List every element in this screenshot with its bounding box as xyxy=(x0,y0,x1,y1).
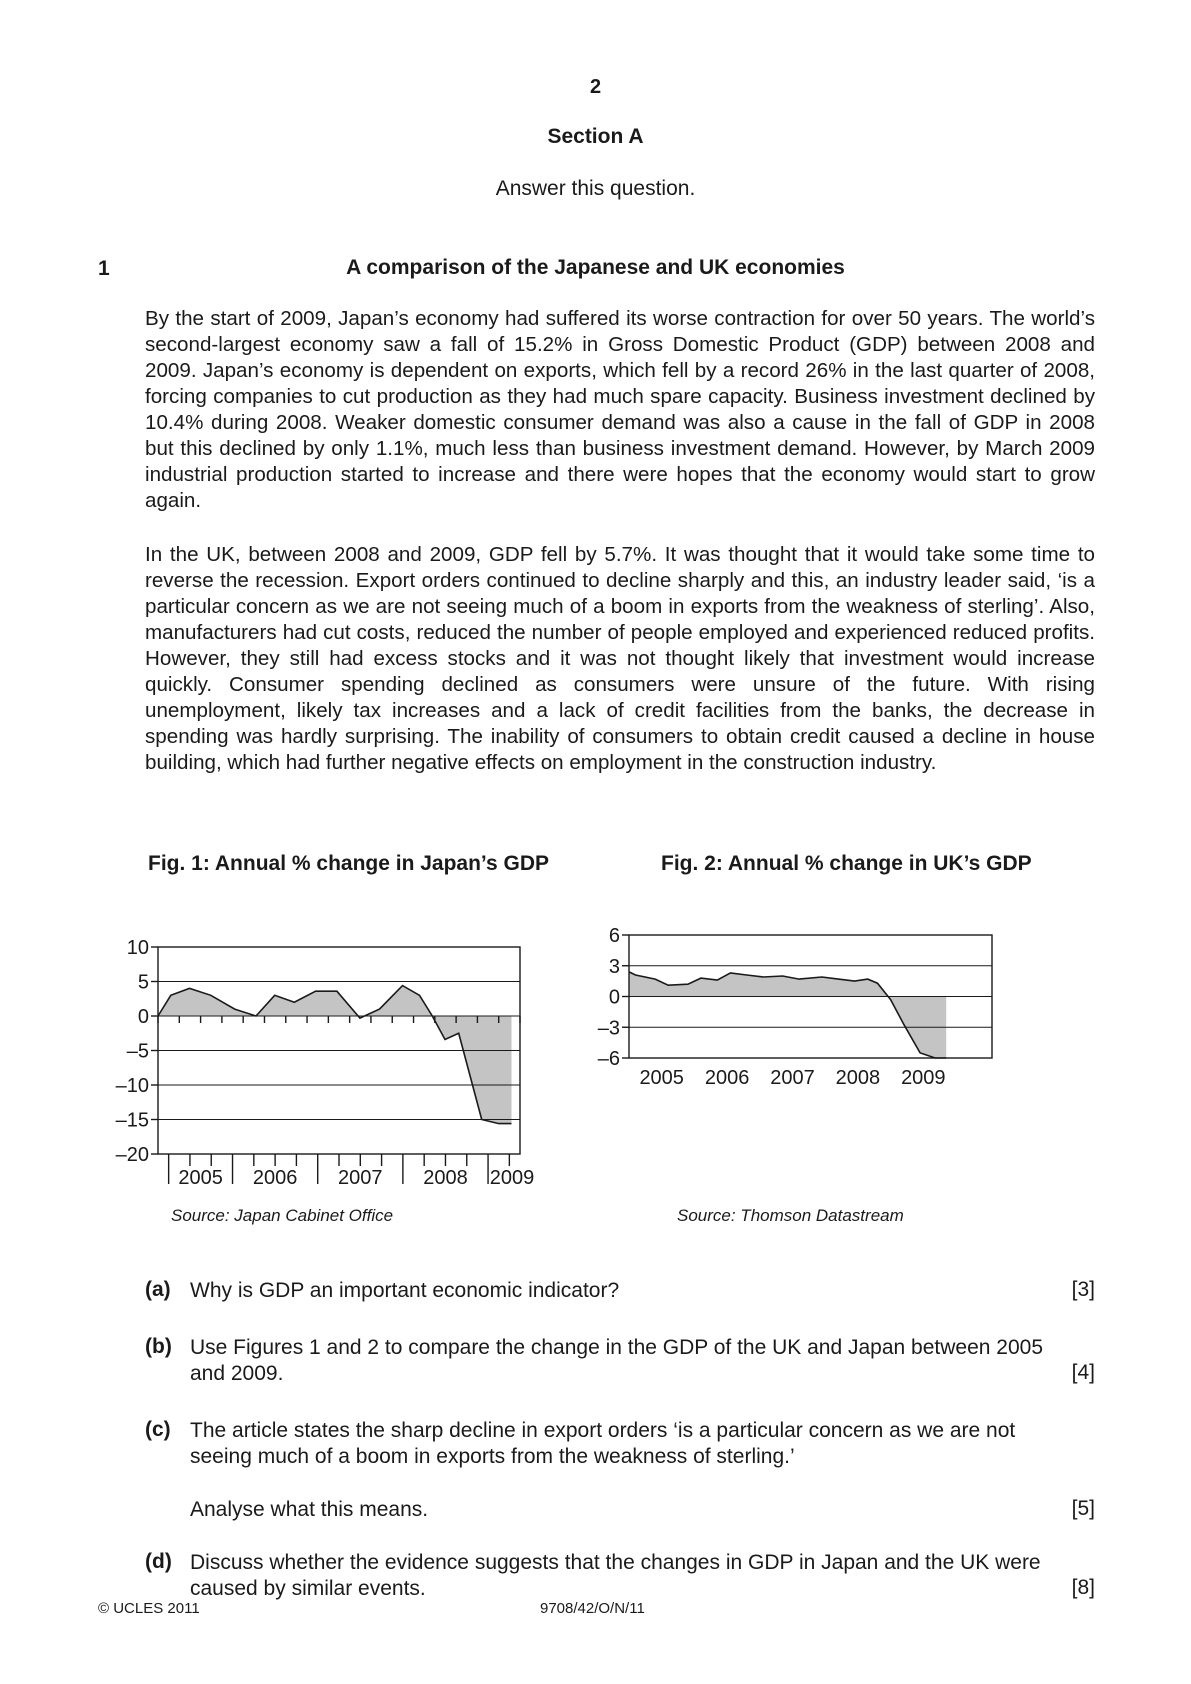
question-title: A comparison of the Japanese and UK economies xyxy=(346,256,845,279)
chart-1-ytick-label: 10 xyxy=(126,937,149,959)
chart-1-ytick-label: 5 xyxy=(137,971,149,994)
chart-1-ytick-label: –20 xyxy=(115,1144,149,1166)
figure-1-source: Source: Japan Cabinet Office xyxy=(171,1206,394,1225)
footer-paper-code: 9708/42/O/N/11 xyxy=(540,1600,645,1617)
sub-question-c-part-2-text xyxy=(190,1497,1095,1523)
chart-2-xtick-label: 2005 xyxy=(639,1067,684,1089)
sub-question-d-text xyxy=(190,1550,1095,1602)
chart-1-xtick-label: 2007 xyxy=(338,1167,383,1189)
chart-1-ytick-label: –5 xyxy=(126,1040,149,1063)
sub-question-a-letter: (a) xyxy=(145,1278,171,1301)
sub-question-c-text xyxy=(190,1418,1095,1470)
chart-1-ytick-label: –15 xyxy=(115,1109,149,1132)
sub-question-d-letter: (d) xyxy=(145,1550,172,1573)
chart-2-xtick-label: 2008 xyxy=(835,1067,881,1089)
chart-1-xtick-label: 2009 xyxy=(489,1167,535,1189)
chart-2-ytick-label: 6 xyxy=(608,925,620,947)
chart-1-xtick-label: 2005 xyxy=(178,1167,223,1189)
chart-2-xtick-label: 2009 xyxy=(901,1067,946,1089)
chart-1-xtick-label: 2008 xyxy=(423,1167,468,1189)
chart-2-xtick-label: 2007 xyxy=(770,1067,815,1089)
section-title: Section A xyxy=(547,125,644,148)
question-number: 1 xyxy=(98,257,110,280)
figure-2-chart xyxy=(597,915,1090,1180)
figure-1-chart xyxy=(110,895,600,1189)
article-paragraph-2: In the UK, between 2008 and 2009, GDP fell by 5.7%. It was thought that it would take some time to reverse the recession. Export orders continued to decline sharply and this, an industry leader said, ‘is a particular concern as we are not seeing much of a boom in exports from the weakness of sterling’. Also, manufacturers had cut costs, reduced the number of people employed and experienced reduced profits. However, they still had excess stocks and it was not thought likely that investment would increase quickly. Consumer spending declined as consumers were unsure of the future. With rising unemployment, likely tax increases and a lack of credit facilities from the banks, the decrease in spending was hardly surprising. The inability of consumers to obtain credit caused a decline in house building, which had further negative effects on employment in the construction industry. xyxy=(145,543,1095,774)
sub-question-c-part-2-line-1: Analyse what this means. xyxy=(190,1498,429,1521)
sub-question-a-text xyxy=(190,1278,1095,1304)
section-instruction: Answer this question. xyxy=(495,177,696,200)
chart-2-ytick-label: –3 xyxy=(597,1017,620,1040)
footer-copyright: © UCLES 2011 xyxy=(98,1600,200,1617)
sub-question-b-line-2: and 2009. xyxy=(190,1362,284,1385)
sub-question-d-line-2: caused by similar events. xyxy=(190,1577,426,1600)
article-paragraph-1: By the start of 2009, Japan’s economy had suffered its worse contraction for over 50 years. The world’s second-largest economy saw a fall of 15.2% in Gross Domestic Product (GDP) between 2008 and 2009. Japan’s economy is dependent on exports, which fell by a record 26% in the last quarter of 2008, forcing companies to cut production as they had much spare capacity. Business investment declined by 10.4% during 2008. Weaker domestic consumer demand was also a cause in the fall of GDP in 2008 but this declined by only 1.1%, much less than business investment demand. However, by March 2009 industrial production started to increase and there were hopes that the economy would start to grow again. xyxy=(145,307,1095,512)
figure-2-title: Fig. 2: Annual % change in UK’s GDP xyxy=(661,852,1032,875)
chart-2-ytick-label: 3 xyxy=(608,955,620,978)
sub-question-c-letter: (c) xyxy=(145,1418,171,1441)
chart-1-xtick-label: 2006 xyxy=(252,1167,298,1189)
chart-2-xtick-label: 2006 xyxy=(704,1067,750,1089)
sub-question-b-text xyxy=(190,1335,1095,1387)
chart-2-ytick-label: 0 xyxy=(608,986,620,1009)
chart-1-area xyxy=(158,986,512,1124)
chart-1-ytick-label: –10 xyxy=(115,1075,149,1097)
sub-question-c-line-2: seeing much of a boom in exports from the weakness of sterling.’ xyxy=(190,1445,795,1468)
sub-question-c-line-1: The article states the sharp decline in export orders ‘is a particular concern as we are not xyxy=(190,1419,1016,1442)
chart-1-ytick-label: 0 xyxy=(137,1006,149,1028)
sub-question-d-line-1: Discuss whether the evidence suggests that the changes in GDP in Japan and the UK were xyxy=(190,1551,1041,1574)
sub-question-d-marks: [8] xyxy=(1071,1576,1095,1599)
sub-question-a-marks: [3] xyxy=(1071,1278,1095,1301)
sub-question-b-line-1: Use Figures 1 and 2 to compare the change in the GDP of the UK and Japan between 2005 xyxy=(190,1336,1044,1359)
sub-question-b-letter: (b) xyxy=(145,1335,172,1358)
sub-question-c-marks: [5] xyxy=(1071,1497,1095,1520)
figure-2-source: Source: Thomson Datastream xyxy=(677,1206,904,1225)
figure-1-title: Fig. 1: Annual % change in Japan’s GDP xyxy=(148,852,550,875)
chart-2-ytick-label: –6 xyxy=(597,1048,620,1070)
sub-question-b-marks: [4] xyxy=(1071,1361,1095,1384)
sub-question-a-line-1: Why is GDP an important economic indicator? xyxy=(190,1279,620,1302)
page-number: 2 xyxy=(589,76,602,98)
